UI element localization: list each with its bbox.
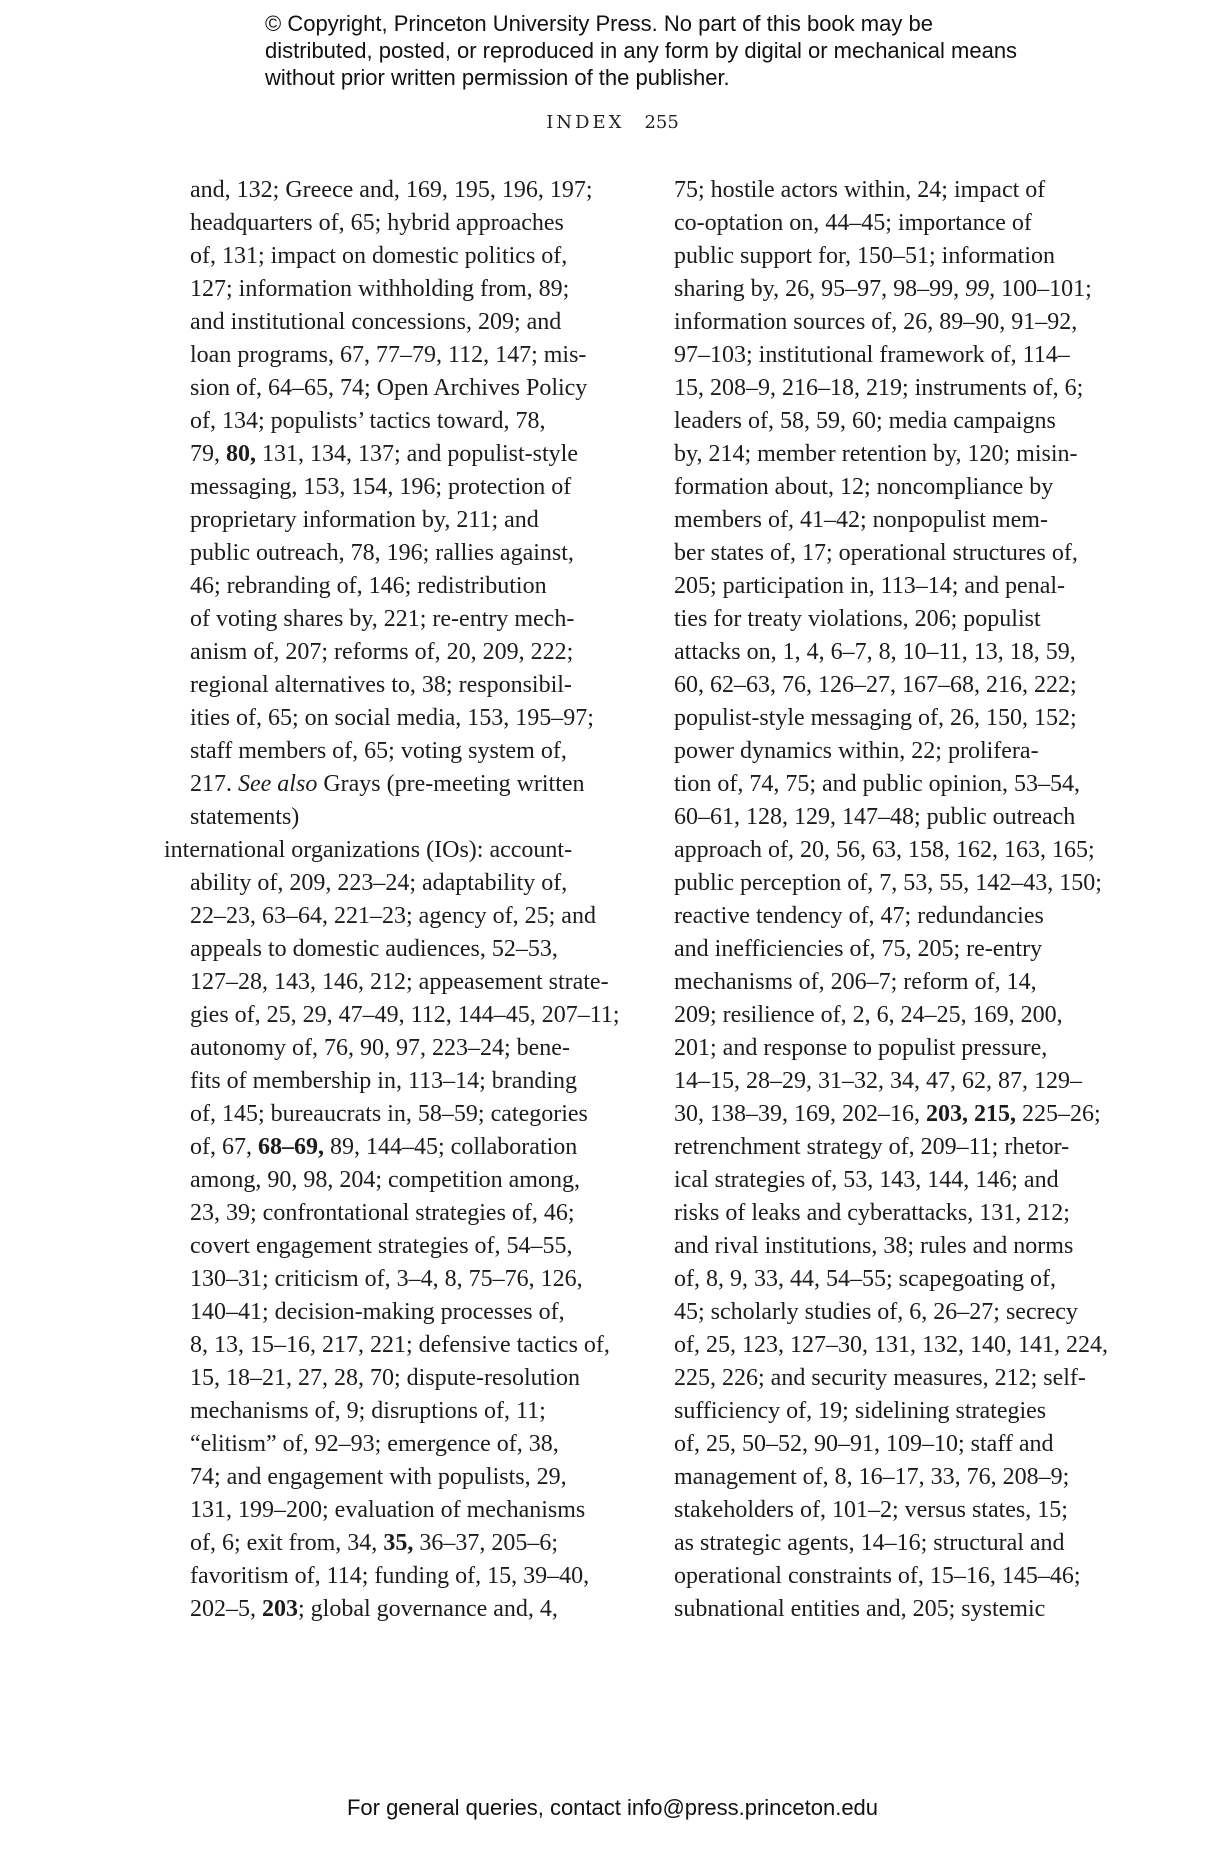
index-column-right	[648, 174, 1108, 1626]
index-line: international organizations (IOs): account-	[164, 837, 573, 863]
index-line: attacks on, 1, 4, 6–7, 8, 10–11, 13, 18, 59,	[674, 639, 1076, 665]
index-line: headquarters of, 65; hybrid approaches	[190, 210, 564, 236]
index-line: of, 6; exit from, 34, 35, 36–37, 205–6;	[190, 1530, 558, 1556]
index-line: 140–41; decision-making processes of,	[190, 1299, 565, 1325]
index-line: proprietary information by, 211; and	[190, 507, 539, 533]
index-line: sion of, 64–65, 74; Open Archives Policy	[190, 375, 588, 401]
index-line: subnational entities and, 205; systemic	[674, 1596, 1046, 1622]
index-line: of voting shares by, 221; re-entry mech-	[190, 606, 575, 632]
index-line: retrenchment strategy of, 209–11; rhetor-	[674, 1134, 1070, 1160]
index-line: 202–5, 203; global governance and, 4,	[190, 1596, 558, 1622]
index-line: of, 134; populists’ tactics toward, 78,	[190, 408, 546, 434]
index-line: favoritism of, 114; funding of, 15, 39–40,	[190, 1563, 590, 1589]
index-line: 22–23, 63–64, 221–23; agency of, 25; and	[190, 903, 596, 929]
page-number: 255	[644, 112, 679, 133]
index-line: 217. See also Grays (pre-meeting written	[190, 771, 585, 797]
index-line: of, 8, 9, 33, 44, 54–55; scapegoating of,	[674, 1266, 1056, 1292]
index-line: approach of, 20, 56, 63, 158, 162, 163, 165;	[674, 837, 1095, 863]
index-line: and institutional concessions, 209; and	[190, 309, 562, 335]
index-line: 75; hostile actors within, 24; impact of	[674, 177, 1046, 203]
index-line: populist-style messaging of, 26, 150, 152;	[674, 705, 1077, 731]
index-line: 15, 208–9, 216–18, 219; instruments of, 6;	[674, 375, 1084, 401]
running-head	[0, 112, 1225, 133]
index-line: operational constraints of, 15–16, 145–46;	[674, 1563, 1081, 1589]
index-line: as strategic agents, 14–16; structural and	[674, 1530, 1065, 1556]
index-line: 97–103; institutional framework of, 114–	[674, 342, 1070, 368]
index-line: among, 90, 98, 204; competition among,	[190, 1167, 580, 1193]
index-line: ities of, 65; on social media, 153, 195–97;	[190, 705, 594, 731]
index-line: 209; resilience of, 2, 6, 24–25, 169, 200,	[674, 1002, 1063, 1028]
index-line: public outreach, 78, 196; rallies against,	[190, 540, 574, 566]
index-line: statements)	[190, 804, 300, 830]
index-line: and, 132; Greece and, 169, 195, 196, 197;	[190, 177, 593, 203]
index-line: and rival institutions, 38; rules and norms	[674, 1233, 1074, 1259]
index-line: anism of, 207; reforms of, 20, 209, 222;	[190, 639, 574, 665]
index-line: sufficiency of, 19; sidelining strategies	[674, 1398, 1047, 1424]
index-line: autonomy of, 76, 90, 97, 223–24; bene-	[190, 1035, 570, 1061]
index-line: members of, 41–42; nonpopulist mem-	[674, 507, 1048, 533]
index-line: public support for, 150–51; information	[674, 243, 1055, 269]
index-line: loan programs, 67, 77–79, 112, 147; mis-	[190, 342, 587, 368]
index-line: tion of, 74, 75; and public opinion, 53–54,	[674, 771, 1080, 797]
index-line: 46; rebranding of, 146; redistribution	[190, 573, 547, 599]
index-line: 60–61, 128, 129, 147–48; public outreach	[674, 804, 1076, 830]
index-line: 79, 80, 131, 134, 137; and populist-style	[190, 441, 578, 467]
index-line: 14–15, 28–29, 31–32, 34, 47, 62, 87, 129–	[674, 1068, 1082, 1094]
index-line: reactive tendency of, 47; redundancies	[674, 903, 1044, 929]
index-line: 130–31; criticism of, 3–4, 8, 75–76, 126,	[190, 1266, 583, 1292]
index-line: management of, 8, 16–17, 33, 76, 208–9;	[674, 1464, 1070, 1490]
index-line: risks of leaks and cyberattacks, 131, 212;	[674, 1200, 1070, 1226]
index-line: of, 131; impact on domestic politics of,	[190, 243, 568, 269]
index-line: mechanisms of, 9; disruptions of, 11;	[190, 1398, 546, 1424]
index-line: sharing by, 26, 95–97, 98–99, 99, 100–101;	[674, 276, 1092, 302]
index-line: 60, 62–63, 76, 126–27, 167–68, 216, 222;	[674, 672, 1077, 698]
index-line: 45; scholarly studies of, 6, 26–27; secrecy	[674, 1299, 1078, 1325]
index-line: ties for treaty violations, 206; populist	[674, 606, 1041, 632]
index-line: fits of membership in, 113–14; branding	[190, 1068, 578, 1094]
index-line: co-optation on, 44–45; importance of	[674, 210, 1032, 236]
index-line: formation about, 12; noncompliance by	[674, 474, 1054, 500]
index-line: by, 214; member retention by, 120; misin-	[674, 441, 1078, 467]
index-line: regional alternatives to, 38; responsibil-	[190, 672, 572, 698]
index-line: 30, 138–39, 169, 202–16, 203, 215, 225–26;	[674, 1101, 1101, 1127]
index-line: information sources of, 26, 89–90, 91–92,	[674, 309, 1078, 335]
index-line: 201; and response to populist pressure,	[674, 1035, 1048, 1061]
index-line: 8, 13, 15–16, 217, 221; defensive tactics of,	[190, 1332, 610, 1358]
index-line: mechanisms of, 206–7; reform of, 14,	[674, 969, 1037, 995]
index-line: stakeholders of, 101–2; versus states, 15;	[674, 1497, 1068, 1523]
index-line: leaders of, 58, 59, 60; media campaigns	[674, 408, 1056, 434]
index-line: of, 25, 123, 127–30, 131, 132, 140, 141, 224,	[674, 1332, 1108, 1358]
index-line: 23, 39; confrontational strategies of, 46;	[190, 1200, 575, 1226]
index-line: 127–28, 143, 146, 212; appeasement strate-	[190, 969, 609, 995]
index-line: of, 25, 50–52, 90–91, 109–10; staff and	[674, 1431, 1054, 1457]
index-line: public perception of, 7, 53, 55, 142–43, 150;	[674, 870, 1102, 896]
index-line: and inefficiencies of, 75, 205; re-entry	[674, 936, 1043, 962]
index-line: 131, 199–200; evaluation of mechanisms	[190, 1497, 586, 1523]
copyright-notice: © Copyright, Princeton University Press. No part of this book may be distributed, posted, or reproduced in any form by digital or mechanical means without prior written permission of the publisher.	[265, 11, 1018, 90]
index-line: ical strategies of, 53, 143, 144, 146; and	[674, 1167, 1059, 1193]
index-line: 15, 18–21, 27, 28, 70; dispute-resolution	[190, 1365, 580, 1391]
index-line: “elitism” of, 92–93; emergence of, 38,	[190, 1431, 559, 1457]
index-line: of, 67, 68–69, 89, 144–45; collaboration	[190, 1134, 578, 1160]
index-line: messaging, 153, 154, 196; protection of	[190, 474, 572, 500]
index-column-left	[164, 174, 620, 1626]
index-line: ability of, 209, 223–24; adaptability of,	[190, 870, 568, 896]
index-line: covert engagement strategies of, 54–55,	[190, 1233, 573, 1259]
index-line: power dynamics within, 22; prolifera-	[674, 738, 1039, 764]
index-line: of, 145; bureaucrats in, 58–59; categories	[190, 1101, 588, 1127]
index-line: appeals to domestic audiences, 52–53,	[190, 936, 558, 962]
running-title: INDEX	[546, 112, 625, 133]
index-line: staff members of, 65; voting system of,	[190, 738, 567, 764]
index-line: 74; and engagement with populists, 29,	[190, 1464, 567, 1490]
footer-contact: For general queries, contact info@press.princeton.edu	[346, 1795, 879, 1820]
index-line: ber states of, 17; operational structures of,	[674, 540, 1078, 566]
index-line: 127; information withholding from, 89;	[190, 276, 570, 302]
index-line: 225, 226; and security measures, 212; self-	[674, 1365, 1086, 1391]
index-line: 205; participation in, 113–14; and penal-	[674, 573, 1066, 599]
index-line: gies of, 25, 29, 47–49, 112, 144–45, 207–11;	[190, 1002, 620, 1028]
